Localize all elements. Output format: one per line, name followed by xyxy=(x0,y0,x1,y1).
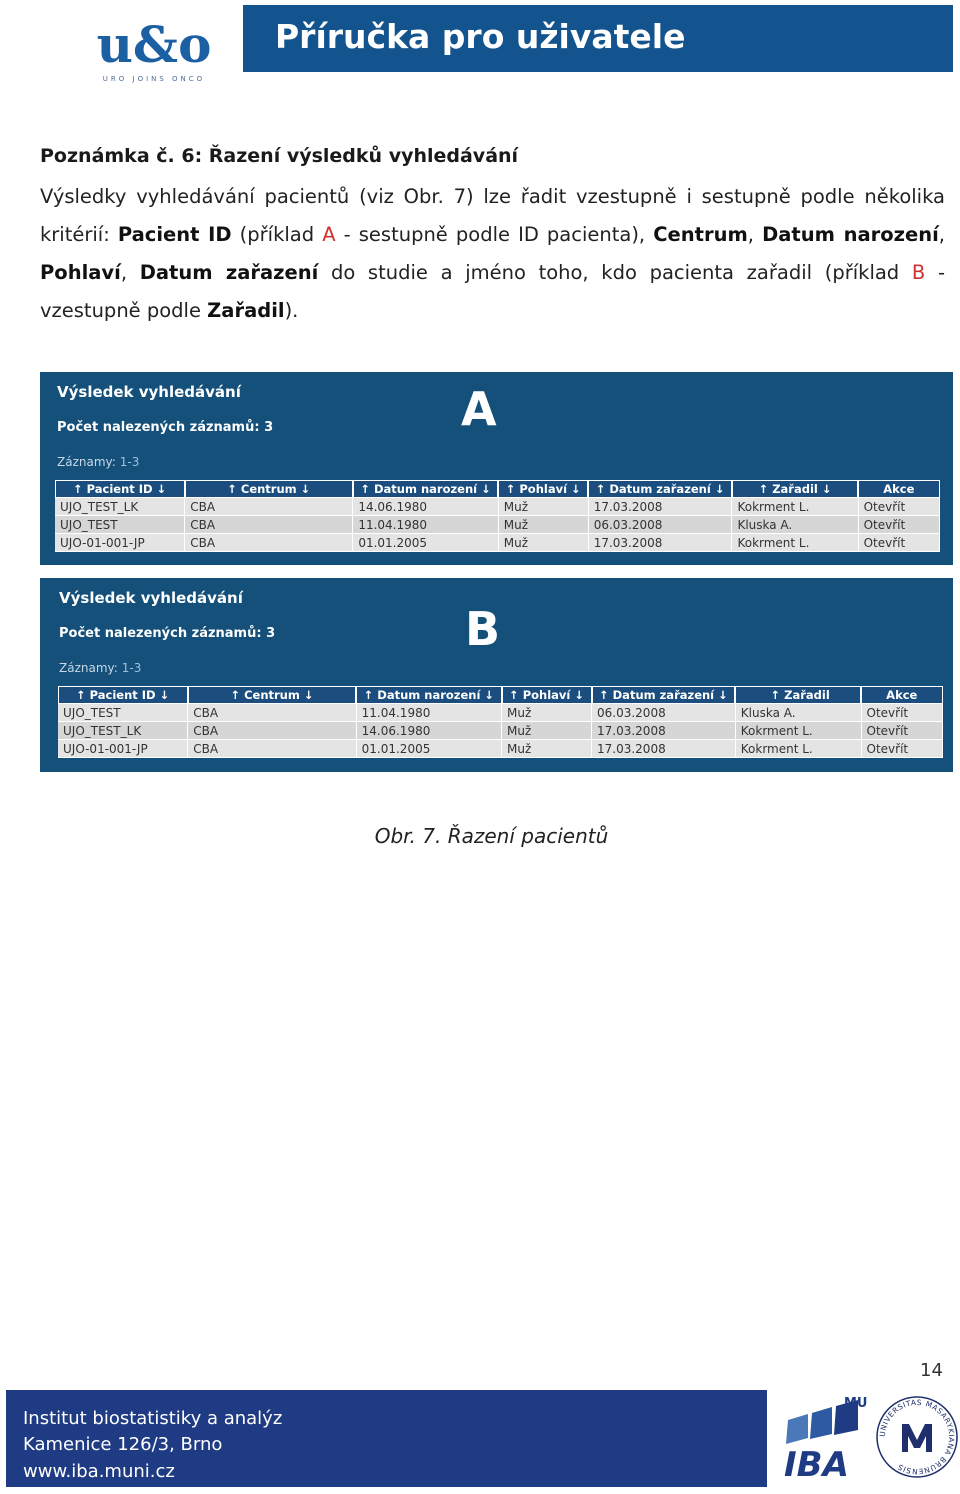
svg-text:MU: MU xyxy=(844,1396,868,1411)
table-row: UJO_TEST CBA 11.04.1980 Muž 06.03.2008 Kluska A. Otevřít xyxy=(58,704,943,722)
footer-institute: Institut biostatistiky a analýz xyxy=(23,1408,283,1429)
records-info: Záznamy: 1-3 xyxy=(57,455,140,469)
sort-pacient-id[interactable]: ↑ Pacient ID ↓ xyxy=(55,480,185,498)
header-title: Příručka pro uživatele xyxy=(275,17,686,56)
col-akce: Akce xyxy=(858,480,939,498)
mu-seal-icon xyxy=(876,1396,958,1478)
open-link[interactable]: Otevřít xyxy=(858,516,939,534)
sort-datum-zarazeni[interactable]: ↑ Datum zařazení ↓ xyxy=(592,686,736,704)
results-table xyxy=(55,480,940,552)
sort-pohlavi[interactable]: ↑ Pohlaví ↓ xyxy=(502,686,592,704)
svg-text:u&o: u&o xyxy=(96,15,212,74)
iba-logo xyxy=(778,1394,870,1480)
svg-text:IBA: IBA xyxy=(784,1445,849,1480)
footer-bar xyxy=(6,1390,767,1487)
search-result-panel-b xyxy=(40,578,953,772)
figure-caption: Obr. 7. Řazení pacientů xyxy=(374,824,609,848)
col-akce: Akce xyxy=(861,686,942,704)
svg-text:URO JOINS ONCO: URO JOINS ONCO xyxy=(102,75,206,83)
result-count: Počet nalezených záznamů: 3 xyxy=(59,626,276,641)
open-link[interactable]: Otevřít xyxy=(858,498,939,516)
search-result-panel-a xyxy=(40,372,953,565)
example-letter: A xyxy=(461,382,497,436)
header-bar xyxy=(243,5,953,72)
sort-pacient-id[interactable]: ↑ Pacient ID ↓ xyxy=(58,686,188,704)
sort-pohlavi[interactable]: ↑ Pohlaví ↓ xyxy=(498,480,588,498)
open-link[interactable]: Otevřít xyxy=(861,722,942,740)
results-table xyxy=(58,686,943,758)
result-count: Počet nalezených záznamů: 3 xyxy=(57,420,274,435)
sort-zaradil[interactable]: ↑ Zařadil ↓ xyxy=(732,480,858,498)
svg-text:UNIVERSITAS MASARYKIANA BRUNEN: UNIVERSITAS MASARYKIANA BRUNENSIS xyxy=(877,1397,957,1477)
table-row: UJO-01-001-JP CBA 01.01.2005 Muž 17.03.2008 Kokrment L. Otevřít xyxy=(58,740,943,758)
table-row: UJO_TEST_LK CBA 14.06.1980 Muž 17.03.2008 Kokrment L. Otevřít xyxy=(58,722,943,740)
table-row: UJO_TEST CBA 11.04.1980 Muž 06.03.2008 Kluska A. Otevřít xyxy=(55,516,940,534)
body-paragraph: Výsledky vyhledávání pacientů (viz Obr. 7) lze řadit vzestupně i sestupně podle několika kritérií: Pacient ID (příklad A - sestupně podle ID pacienta), Centrum, Datum narození, Pohlaví, Datum zařazení do studie a jméno toho, kdo pacienta zařadil (příklad B - vzestupně podle Zařadil). xyxy=(40,185,945,322)
sort-centrum[interactable]: ↑ Centrum ↓ xyxy=(185,480,353,498)
table-row: UJO-01-001-JP CBA 01.01.2005 Muž 17.03.2008 Kokrment L. Otevřít xyxy=(55,534,940,552)
page-number: 14 xyxy=(920,1360,943,1381)
footer-website[interactable]: www.iba.muni.cz xyxy=(23,1461,175,1482)
sort-datum-narozeni[interactable]: ↑ Datum narození ↓ xyxy=(356,686,501,704)
uo-logo xyxy=(84,8,224,88)
sort-centrum[interactable]: ↑ Centrum ↓ xyxy=(188,686,356,704)
sort-zaradil[interactable]: ↑ Zařadil xyxy=(735,686,861,704)
footer-address: Kamenice 126/3, Brno xyxy=(23,1434,223,1455)
example-letter: B xyxy=(465,602,501,656)
panel-title: Výsledek vyhledávání xyxy=(57,383,241,401)
panel-title: Výsledek vyhledávání xyxy=(59,589,243,607)
open-link[interactable]: Otevřít xyxy=(861,704,942,722)
open-link[interactable]: Otevřít xyxy=(858,534,939,552)
note-title: Poznámka č. 6: Řazení výsledků vyhledávání xyxy=(40,145,519,167)
sort-datum-narozeni[interactable]: ↑ Datum narození ↓ xyxy=(353,480,498,498)
table-row: UJO_TEST_LK CBA 14.06.1980 Muž 17.03.2008 Kokrment L. Otevřít xyxy=(55,498,940,516)
sort-datum-zarazeni[interactable]: ↑ Datum zařazení ↓ xyxy=(588,480,732,498)
records-info: Záznamy: 1-3 xyxy=(59,661,142,675)
open-link[interactable]: Otevřít xyxy=(861,740,942,758)
